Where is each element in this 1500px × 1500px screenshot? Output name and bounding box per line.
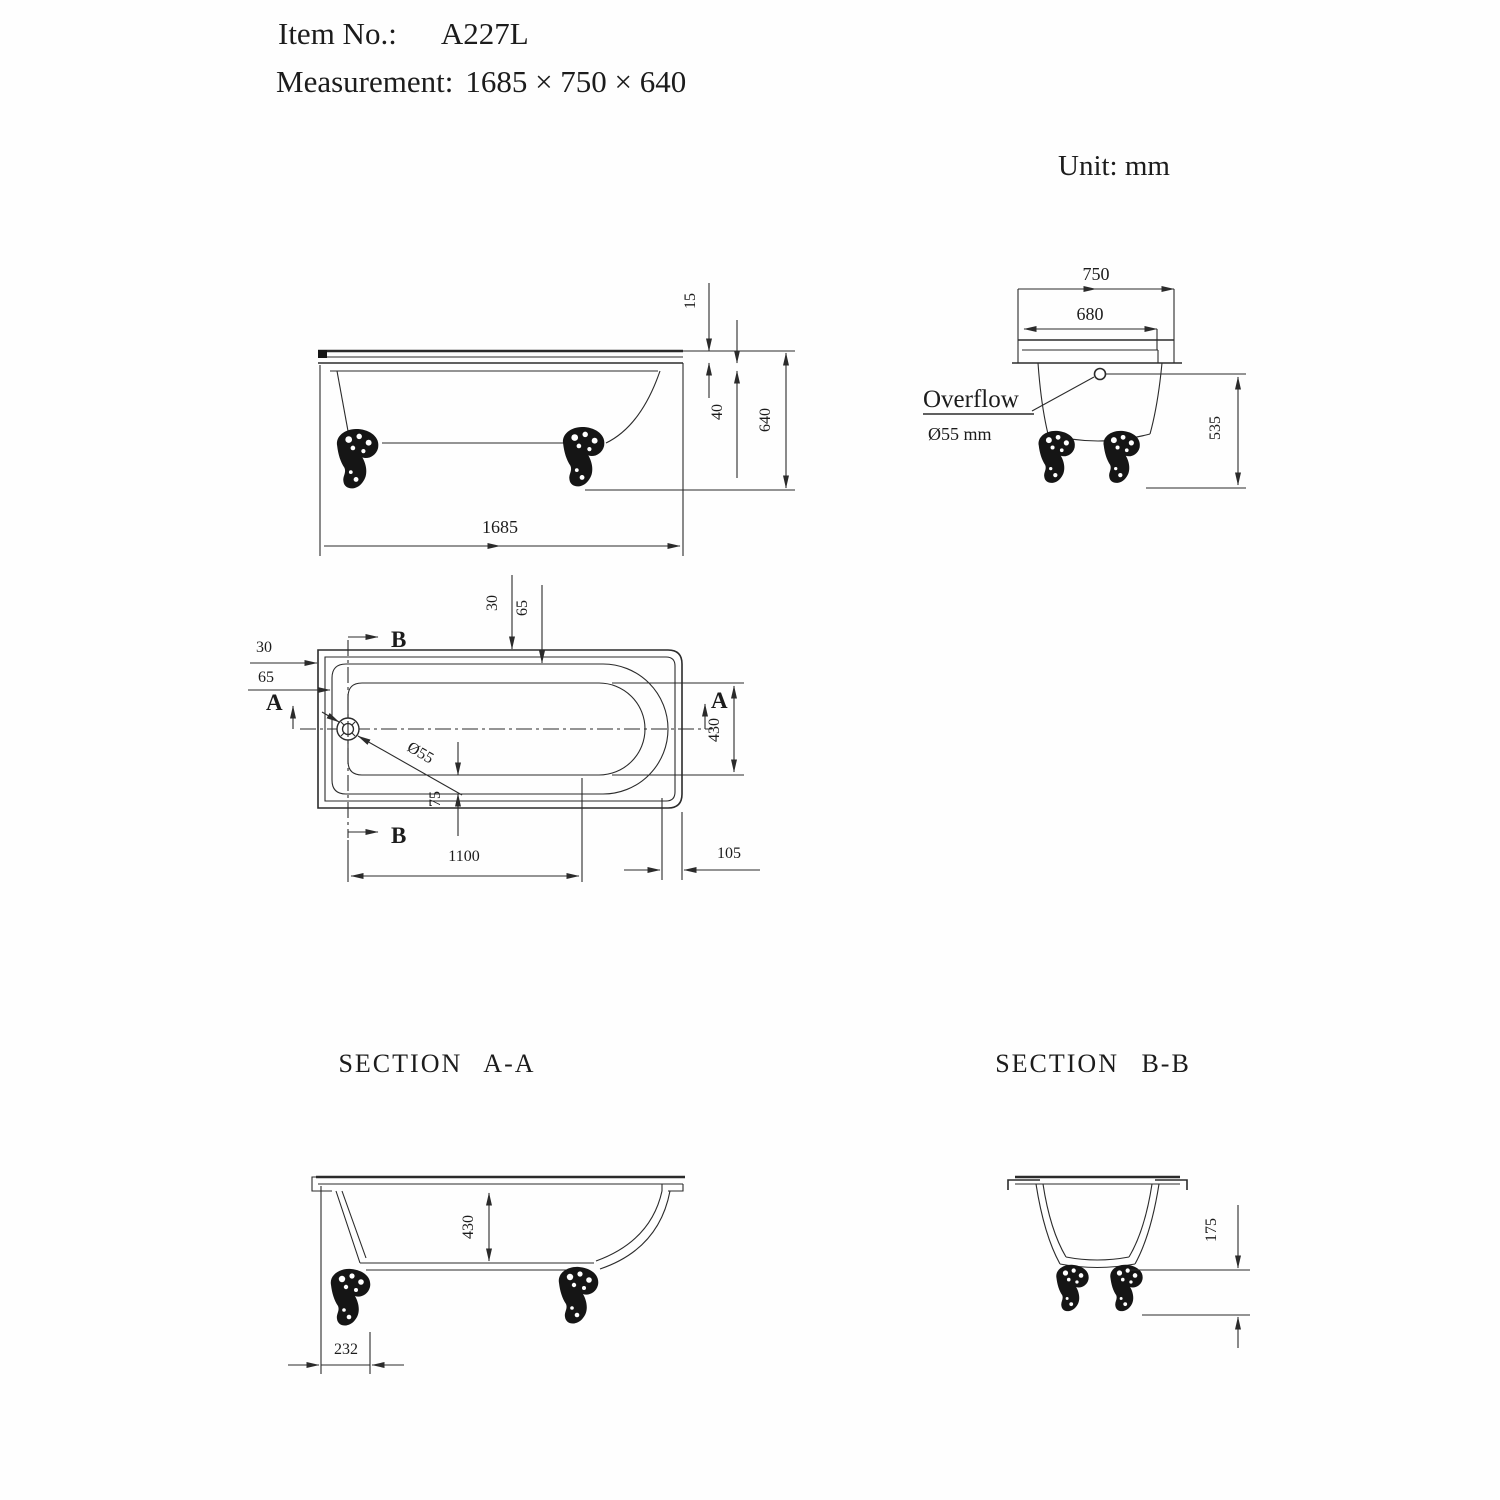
overflow-hole xyxy=(1095,369,1106,380)
dim-top-rim: 65 xyxy=(514,600,531,616)
dim-drain-offset: 75 xyxy=(427,791,444,807)
measurement-value: 1685 × 750 × 640 xyxy=(465,64,687,99)
section-a-marker-right: A xyxy=(711,688,728,713)
item-number-label: Item No.: xyxy=(278,16,397,51)
overflow-diameter: Ø55 mm xyxy=(928,424,992,444)
claw-foot xyxy=(337,429,378,488)
measurement-label: Measurement: xyxy=(276,64,454,99)
dim-inner-width: 430 xyxy=(706,718,723,742)
dim-end-offset: 105 xyxy=(717,845,741,862)
dim-overall-length: 1685 xyxy=(482,517,518,537)
claw-foot xyxy=(1110,1265,1142,1311)
dim-inner-width: 680 xyxy=(1076,304,1104,324)
claw-foot xyxy=(563,427,604,486)
unit-note: Unit: mm xyxy=(1058,150,1170,182)
claw-foot xyxy=(1039,431,1075,483)
item-number-value: A227L xyxy=(440,16,529,51)
dim-overflow-height: 535 xyxy=(1207,416,1224,440)
dim-rim-drop: 40 xyxy=(709,404,726,420)
section-bb-title: SECTION B-B xyxy=(995,1049,1191,1078)
claw-foot xyxy=(331,1269,371,1326)
dim-left-rim: 65 xyxy=(258,669,274,686)
claw-foot xyxy=(559,1267,599,1324)
claw-foot xyxy=(1104,431,1140,483)
dim-foot-inset: 232 xyxy=(334,1341,358,1358)
dim-left-edge: 30 xyxy=(256,639,272,656)
end-view xyxy=(923,264,1246,488)
dim-drain-length: 1100 xyxy=(448,848,480,865)
dim-top-edge: 30 xyxy=(484,595,501,611)
side-view xyxy=(318,283,795,556)
dim-foot-height: 175 xyxy=(1203,1218,1220,1242)
section-bb xyxy=(995,1049,1250,1348)
dim-rim-thickness: 15 xyxy=(682,293,699,309)
overflow-label: Overflow xyxy=(923,386,1019,413)
claw-foot xyxy=(1056,1265,1088,1311)
section-a-marker-left: A xyxy=(266,690,283,715)
plan-view xyxy=(248,575,760,882)
section-aa xyxy=(288,1049,685,1374)
rim-left-cap xyxy=(318,350,327,358)
dim-overall-height: 640 xyxy=(757,408,774,432)
dim-depth: 430 xyxy=(460,1215,477,1239)
dim-overall-width: 750 xyxy=(1082,264,1110,284)
drain-diameter-label: Ø55 xyxy=(404,738,437,768)
section-b-marker-bottom: B xyxy=(391,823,407,848)
section-b-marker-top: B xyxy=(391,627,407,652)
section-aa-title: SECTION A-A xyxy=(338,1049,536,1078)
